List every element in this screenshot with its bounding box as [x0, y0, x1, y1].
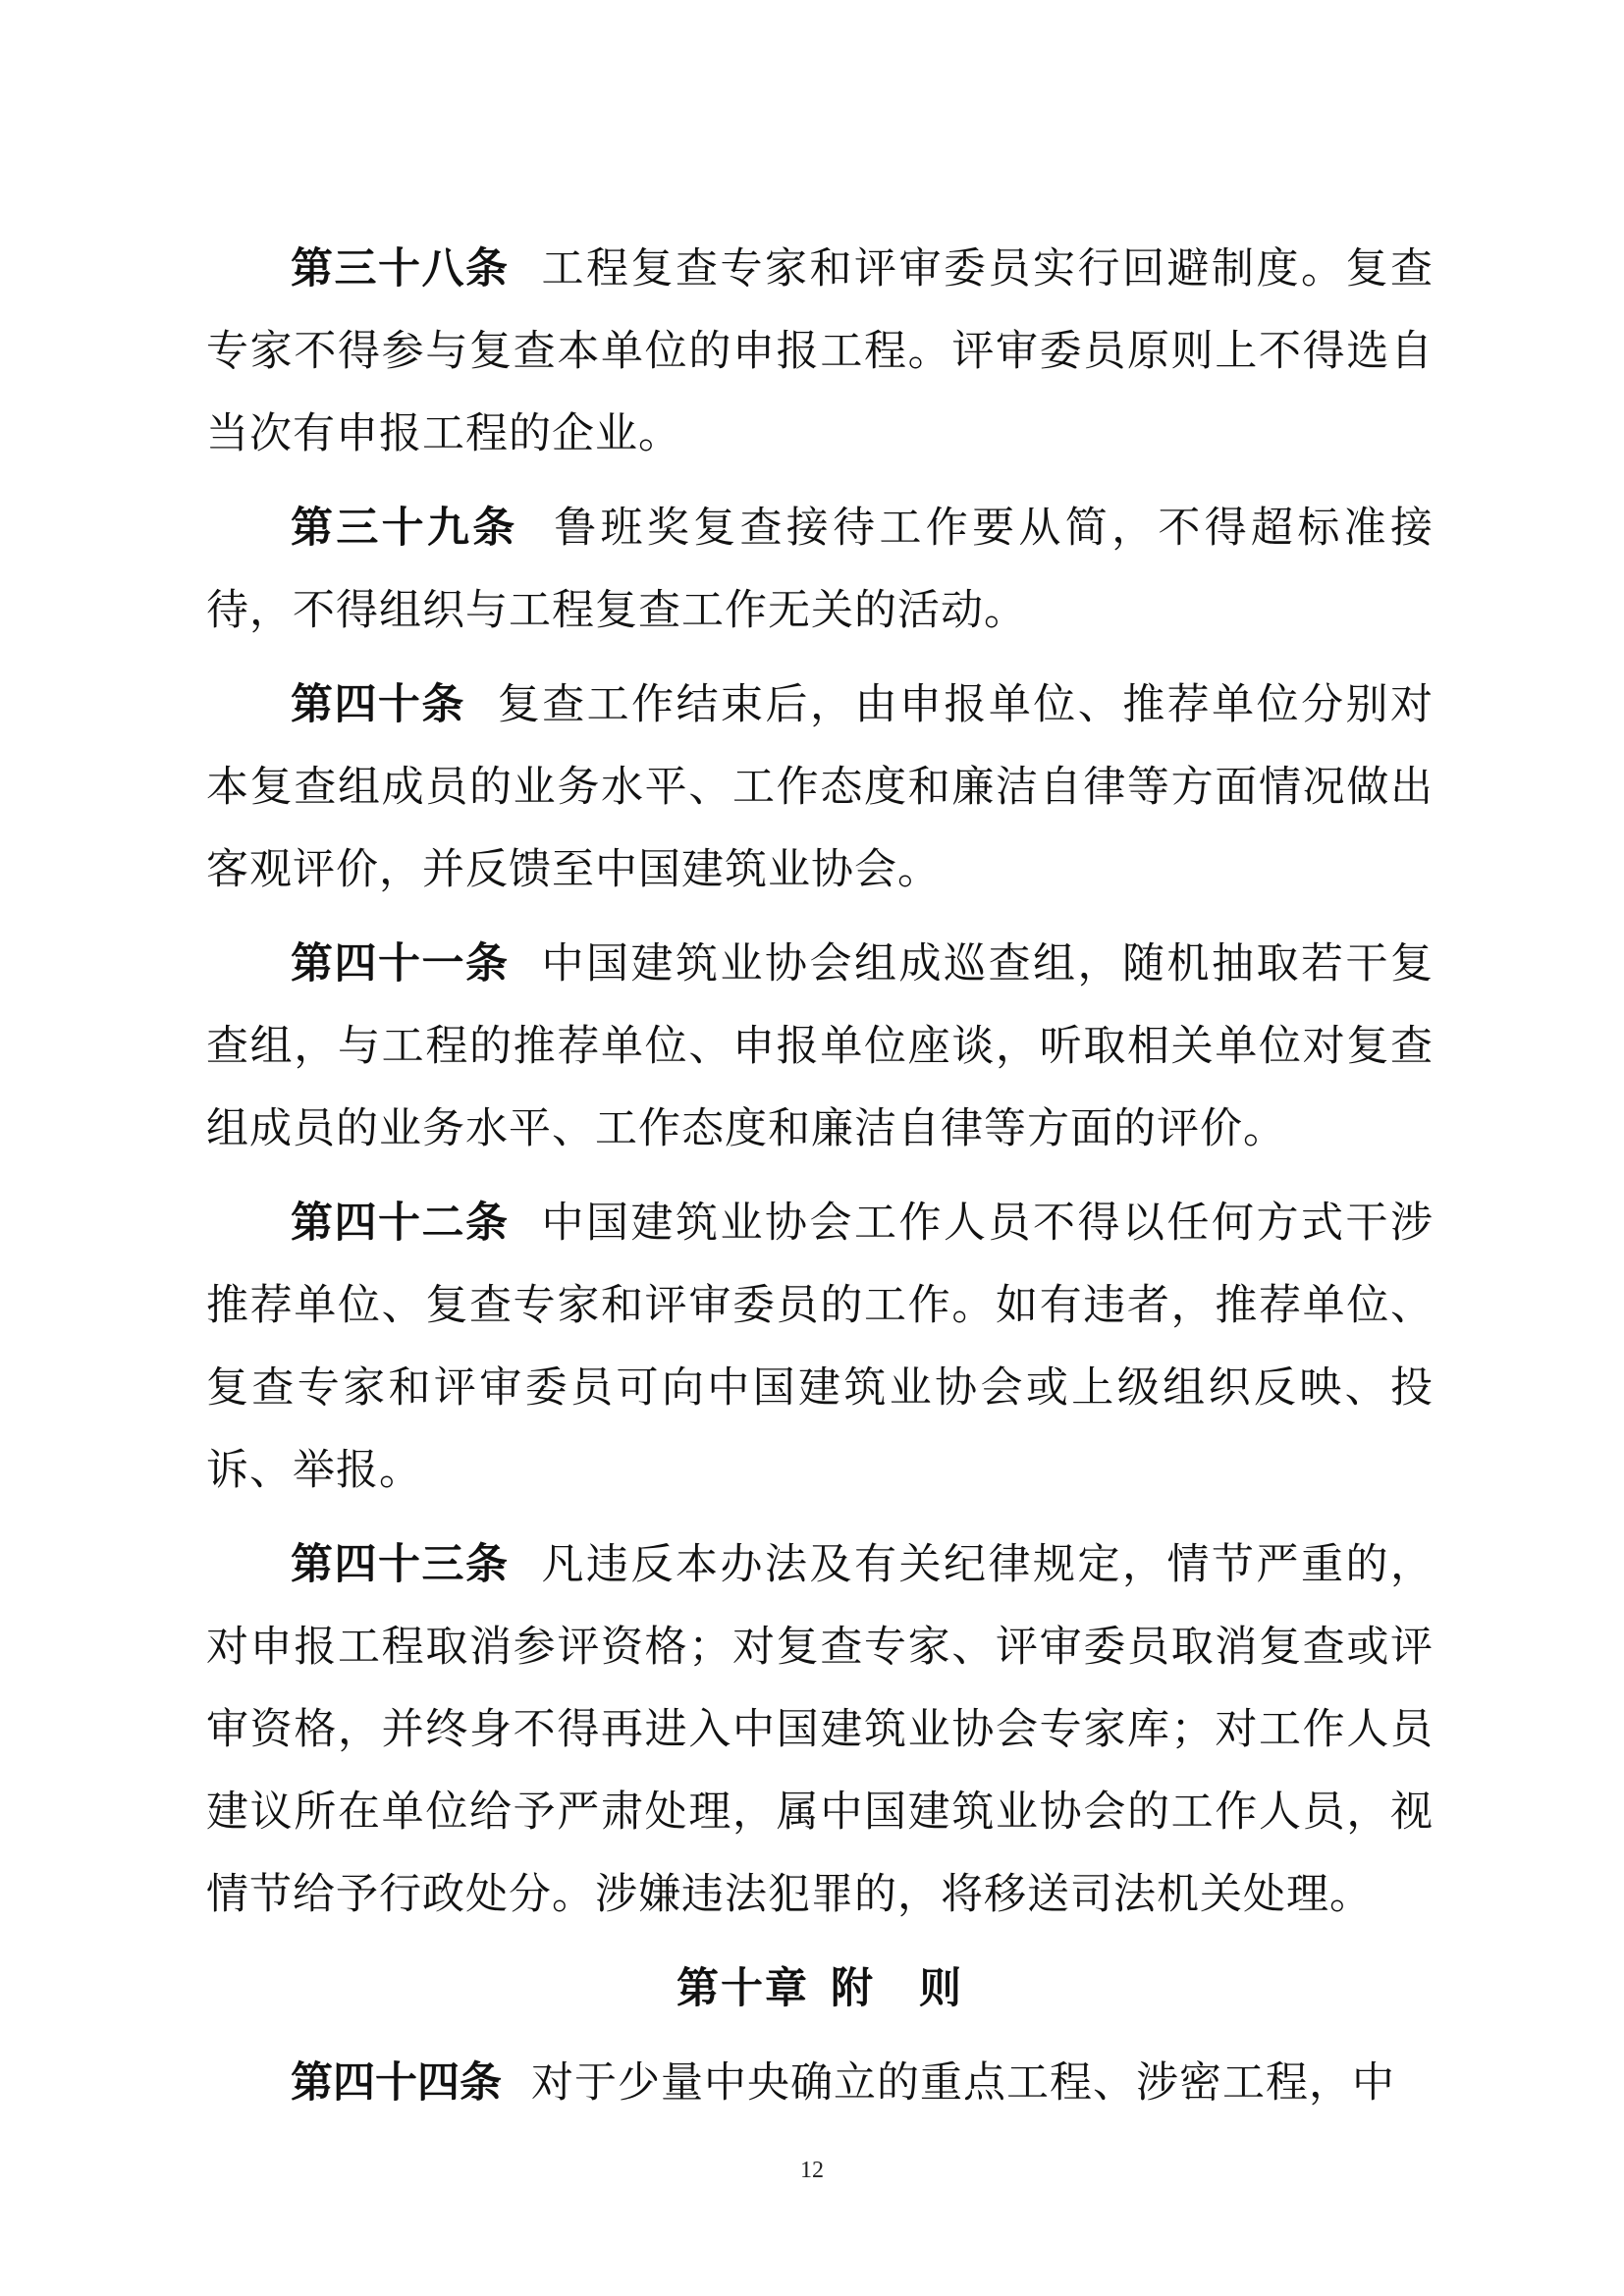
- article-text: 鲁班奖复查接待工作要从简，不得超标准接待，不得组织与工程复查工作无关的活动。: [206, 504, 1434, 635]
- article-number: 第四十一条: [291, 939, 510, 988]
- article-number: 第三十八条: [291, 244, 510, 294]
- chapter-heading: [206, 1948, 1434, 2030]
- page-body: [206, 228, 1434, 2136]
- article-number: 第四十三条: [291, 1540, 510, 1589]
- article-number: 第三十九条: [291, 504, 518, 553]
- article-text: 工程复查专家和评审委员实行回避制度。复查专家不得参与复查本单位的申报工程。评审委员原则上不得选自当次有申报工程的企业。: [206, 244, 1435, 458]
- article-44: [206, 2042, 1434, 2124]
- chapter-label: 第十章: [677, 1964, 809, 2013]
- article-40: [206, 664, 1434, 911]
- article-41: [206, 923, 1434, 1170]
- article-text: 对于少量中央确立的重点工程、涉密工程，中: [530, 2058, 1395, 2108]
- article-text: 复查工作结束后，由申报单位、推荐单位分别对本复查组成员的业务水平、工作态度和廉洁自律等方面情况做出客观评价，并反馈至中国建筑业协会。: [206, 680, 1435, 894]
- article-number: 第四十条: [291, 680, 465, 729]
- chapter-title: 附 则: [831, 1964, 963, 2013]
- article-43: [206, 1523, 1434, 1936]
- article-text: 中国建筑业协会工作人员不得以任何方式干涉推荐单位、复查专家和评审委员的工作。如有违者，推荐单位、复查专家和评审委员可向中国建筑业协会或上级组织反映、投诉、举报。: [206, 1199, 1435, 1495]
- article-text: 凡违反本办法及有关纪律规定，情节严重的，对申报工程取消参评资格；对复查专家、评审委员取消复查或评审资格，并终身不得再进入中国建筑业协会专家库；对工作人员建议所在单位给予严肃处理，属中国建筑业协会的工作人员，视情节给予行政处分。涉嫌违法犯罪的，将移送司法机关处理。: [206, 1540, 1435, 1919]
- article-38: [206, 228, 1434, 475]
- article-number: 第四十二条: [291, 1199, 510, 1248]
- article-number: 第四十四条: [291, 2058, 502, 2108]
- article-42: [206, 1182, 1434, 1512]
- page-number: 12: [800, 2158, 824, 2183]
- article-text: 中国建筑业协会组成巡查组，随机抽取若干复查组，与工程的推荐单位、申报单位座谈，听取相关单位对复查组成员的业务水平、工作态度和廉洁自律等方面的评价。: [206, 939, 1435, 1153]
- article-39: [206, 487, 1434, 652]
